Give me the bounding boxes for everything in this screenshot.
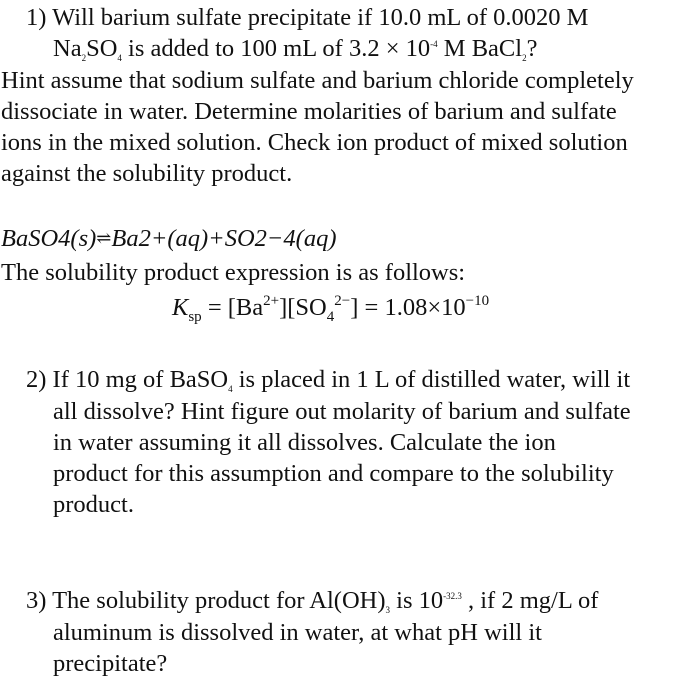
hint-1-line-2: dissociate in water. Determine molarities of barium and sulfate: [1, 98, 617, 125]
ba-charge: 2+: [263, 293, 280, 309]
so4-charge: 2−: [334, 293, 351, 309]
ksp-expression: [172, 293, 490, 325]
equilibrium-arrow-icon: ⇌: [96, 228, 112, 248]
hint-1-line-4: against the solubility product.: [1, 160, 293, 187]
question-3-text-b: is 10: [390, 587, 444, 614]
question-3-text-a: 3) The solubility product for Al(OH): [26, 587, 386, 614]
so-subscript: 4: [117, 53, 122, 63]
so4-subscript: 4: [326, 309, 335, 325]
ksp-exponent: −10: [465, 293, 490, 309]
question-2-text-b: is placed in 1 L of distilled water, will it: [232, 366, 631, 393]
question-3-line-1: [26, 589, 598, 614]
baso4-subscript: 4: [228, 384, 233, 394]
question-2-line-4: product for this assumption and compare to the solubility: [53, 460, 614, 487]
dissociation-equation: [1, 227, 337, 252]
question-3-line-3: precipitate?: [53, 650, 168, 677]
bacl-subscript: 2: [522, 53, 527, 63]
solubility-exponent: -32.3: [443, 591, 462, 601]
so-text: SO: [86, 35, 118, 62]
exponent: -4: [430, 39, 438, 49]
ksp-mid-text: ][SO: [279, 294, 327, 321]
na-subscript: 2: [81, 53, 87, 63]
question-2-text-a: 2) If 10 mg of BaSO: [26, 366, 229, 393]
ksp-eq-text: = [Ba: [201, 294, 264, 321]
hint-1-line-3: ions in the mixed solution. Check ion product of mixed solution: [1, 129, 628, 156]
expression-intro: The solubility product expression is as follows:: [1, 259, 466, 286]
hint-1-line-1: Hint assume that sodium sulfate and barium chloride completely: [1, 67, 634, 94]
question-mark: ?: [526, 35, 538, 62]
na-text: Na: [53, 35, 82, 62]
products: Ba2+(aq)+SO2−4(aq): [111, 225, 337, 252]
question-1-text: 1) Will barium sulfate precipitate if 10.0 mL of 0.0020 M: [26, 4, 589, 31]
ksp-subscript: sp: [188, 309, 202, 325]
aloh3-subscript: 3: [385, 605, 391, 615]
question-1-mid-text: is added to 100 mL of 3.2 × 10: [121, 35, 431, 62]
question-1-line-1: [26, 6, 588, 31]
question-2-line-1: [26, 368, 630, 393]
question-2-line-2: all dissolve? Hint figure out molarity of barium and sulfate: [53, 398, 631, 425]
reactant: BaSO4(s): [1, 225, 97, 252]
question-1-line-2: [53, 37, 537, 62]
ksp-k: K: [172, 294, 189, 321]
question-2-line-5: product.: [53, 491, 134, 518]
ksp-value: ] = 1.08×10: [350, 294, 466, 321]
question-3-line-2: aluminum is dissolved in water, at what pH will it: [53, 619, 542, 646]
question-2-line-3: in water assuming it all dissolves. Calculate the ion: [53, 429, 556, 456]
question-3-text-c: , if 2 mg/L of: [461, 587, 599, 614]
bacl-text: M BaCl: [437, 35, 523, 62]
